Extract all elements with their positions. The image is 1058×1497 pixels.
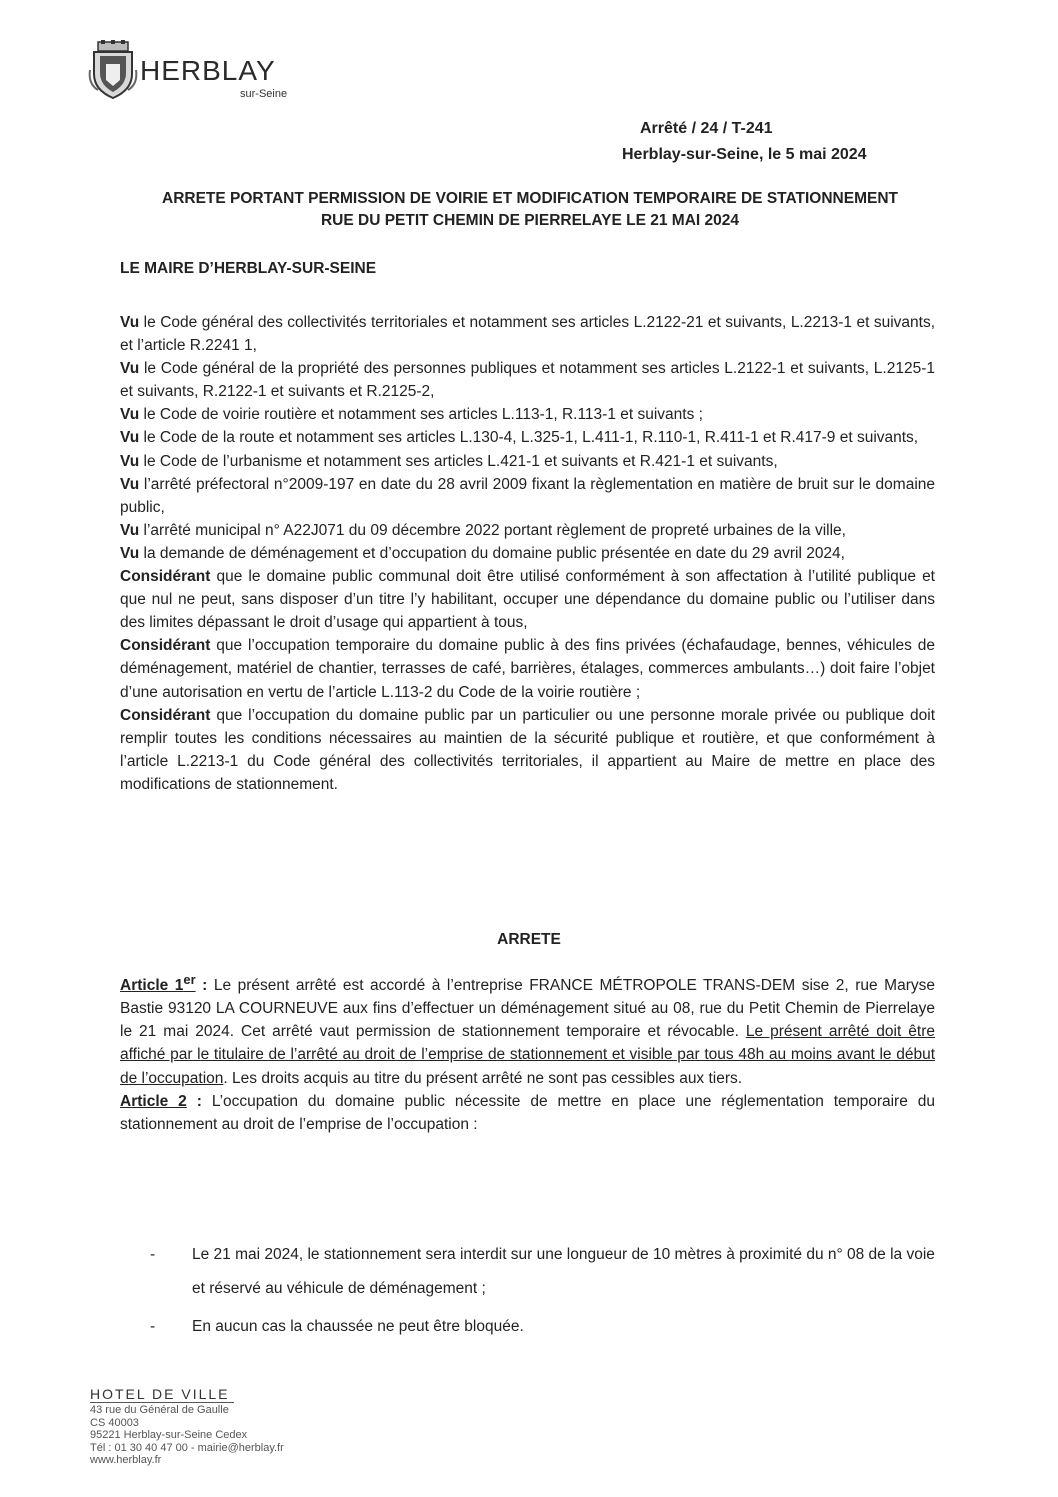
dash-bullet-icon: - (150, 1246, 156, 1263)
consideration-lead: Vu (120, 544, 140, 562)
measures-list (150, 1238, 940, 1344)
list-item-text: En aucun cas la chaussée ne peut être bloquée. (192, 1318, 524, 1335)
consideration-text: le Code de voirie routière et notamment ses articles L.113-1, R.113-1 et suivants ; (139, 406, 703, 424)
consideration-text: l’arrêté municipal n° A22J071 du 09 décembre 2022 portant règlement de propreté urbaines de la ville, (139, 521, 846, 539)
consideration-item (120, 311, 935, 357)
footer (90, 1386, 420, 1467)
footer-address-3: 95221 Herblay-sur-Seine Cedex (90, 1429, 248, 1441)
consideration-item (120, 473, 935, 519)
consideration-lead: Vu (120, 360, 140, 378)
list-item (150, 1310, 940, 1344)
list-item-text: Le 21 mai 2024, le stationnement sera interdit sur une longueur de 10 mètres à proximité du n° 08 de la voie et réservé au véhicule de déménagement ; (192, 1246, 935, 1297)
consideration-text: que le domaine public communal doit être utilisé conformément à son affectation à l’utilité publique et que nul ne peut, sans disposer d’un titre l’y habilitant, occuper une dépendance du domaine public ou l’utiliser dans des limites dépassant le droit d’usage qui appartient à tous, (120, 568, 935, 632)
dash-bullet-icon: - (150, 1318, 156, 1335)
list-item (150, 1238, 940, 1306)
article-1-text-end: . Les droits acquis au titre du présent arrêté ne sont pas cessibles aux tiers. (223, 1069, 743, 1087)
consideration-item (120, 403, 935, 426)
document-title (100, 188, 960, 232)
article-1-separator: : (195, 977, 214, 995)
consideration-lead: Vu (120, 452, 140, 470)
reference-block (622, 116, 902, 168)
consideration-lead: Vu (120, 429, 140, 447)
consideration-text: l’arrêté préfectoral n°2009-197 en date du 28 avril 2009 fixant la règlementation en matière de bruit sur le domaine public, (120, 475, 935, 516)
place-date: Herblay-sur-Seine, le 5 mai 2024 (622, 146, 867, 163)
arrete-heading: ARRETE (497, 931, 561, 948)
article-1-label-sup: er (183, 972, 196, 987)
consideration-lead: Vu (120, 521, 140, 539)
article-2-text: L’occupation du domaine public nécessite de mettre en place une réglementation temporaire du stationnement au droit de l’emprise de l’occupation : (120, 1092, 936, 1133)
consideration-text: le Code général des collectivités territoriales et notamment ses articles L.2122-21 et suivants, L.2213-1 et suivants, et l’article R.2241 1, (120, 314, 935, 355)
consideration-lead: Considérant (120, 706, 211, 724)
footer-contact: Tél : 01 30 40 47 00 - mairie@herblay.fr (90, 1441, 284, 1454)
articles (120, 968, 935, 1136)
consideration-item (120, 565, 935, 634)
considerations (120, 311, 935, 796)
consideration-text: le Code général de la propriété des personnes publiques et notamment ses articles L.2122-1 et suivants, L.2125-1 et suivants, R.2122-1 et suivants et R.2125-2, (120, 360, 935, 401)
title-line-2: RUE DU PETIT CHEMIN DE PIERRELAYE LE 21 MAI 2024 (320, 212, 740, 229)
logo-subtitle: sur-Seine (240, 88, 288, 100)
article-1-label-text: Article 1 (120, 977, 184, 995)
consideration-text: que l’occupation temporaire du domaine public à des fins privées (échafaudage, bennes, véhicules de déménagement, matériel de chantier, terrasses de café, barrières, étalages, commerces ambulants…) doit faire l’objet d’une autorisation en vertu de l’article L.113-2 du Code de la voirie routière ; (120, 637, 935, 701)
logo-name: HERBLAY (140, 55, 276, 86)
consideration-item (120, 704, 935, 796)
consideration-item (120, 426, 935, 449)
article-2 (120, 1090, 935, 1136)
consideration-item (120, 542, 935, 565)
article-1-underlined-text: Le présent arrêté doit être affiché par le titulaire de l’arrêté au droit de l’emprise de stationnement et visible par tous 48h au moins avant le début de l’occupation (120, 1023, 935, 1087)
mayor-heading: LE MAIRE D’HERBLAY-SUR-SEINE (120, 260, 377, 277)
footer-title: HOTEL DE VILLE (90, 1387, 234, 1403)
article-1-label (120, 972, 196, 995)
footer-address-1: 43 rue du Général de Gaulle (90, 1404, 229, 1416)
consideration-lead: Considérant (120, 568, 211, 586)
consideration-text: que l’occupation du domaine public par un particulier ou une personne morale privée ou publique doit remplir toutes les conditions nécessaires au maintien de la sécurité publique et routière, et que conformément à l’article L.2213-1 du Code général des collectivités territoriales, il appartient au Maire de mettre en place des modifications de stationnement. (120, 706, 935, 793)
consideration-item (120, 634, 935, 703)
footer-address-2: CS 40003 (90, 1416, 139, 1429)
footer-website: www.herblay.fr (90, 1454, 162, 1466)
consideration-lead: Vu (120, 314, 140, 331)
consideration-lead: Considérant (120, 637, 211, 655)
decree-reference: Arrêté / 24 / T-241 (640, 120, 773, 137)
city-crest-icon (88, 40, 138, 100)
title-line-1: ARRETE PORTANT PERMISSION DE VOIRIE ET MODIFICATION TEMPORAIRE DE STATIONNEMENT (162, 190, 898, 207)
consideration-text: le Code de l’urbanisme et notamment ses articles L.421-1 et suivants et R.421-1 et suivants, (139, 452, 778, 470)
consideration-item (120, 519, 935, 542)
article-1-text: Le présent arrêté est accordé à l’entreprise FRANCE MÉTROPOLE TRANS-DEM sise 2, rue Maryse Bastie 93120 LA COURNEUVE aux fins d’effectuer un déménagement situé au 08, rue du Petit Chemin de Pierrelaye le 21 mai 2024. Cet arrêté vaut permission de stationnement temporaire et révocable. (120, 977, 936, 1041)
article-2-separator: : (186, 1092, 212, 1110)
consideration-item (120, 450, 935, 473)
consideration-item (120, 357, 935, 403)
article-1 (120, 968, 935, 1090)
city-logo (88, 38, 318, 104)
consideration-text: la demande de déménagement et d’occupation du domaine public présentée en date du 29 avril 2024, (139, 544, 845, 562)
consideration-text: le Code de la route et notamment ses articles L.130-4, L.325-1, L.411-1, R.110-1, R.411-1 et R.417-9 et suivants, (139, 429, 919, 447)
consideration-lead: Vu (120, 475, 140, 493)
article-2-label: Article 2 (120, 1092, 187, 1110)
consideration-lead: Vu (120, 406, 140, 424)
